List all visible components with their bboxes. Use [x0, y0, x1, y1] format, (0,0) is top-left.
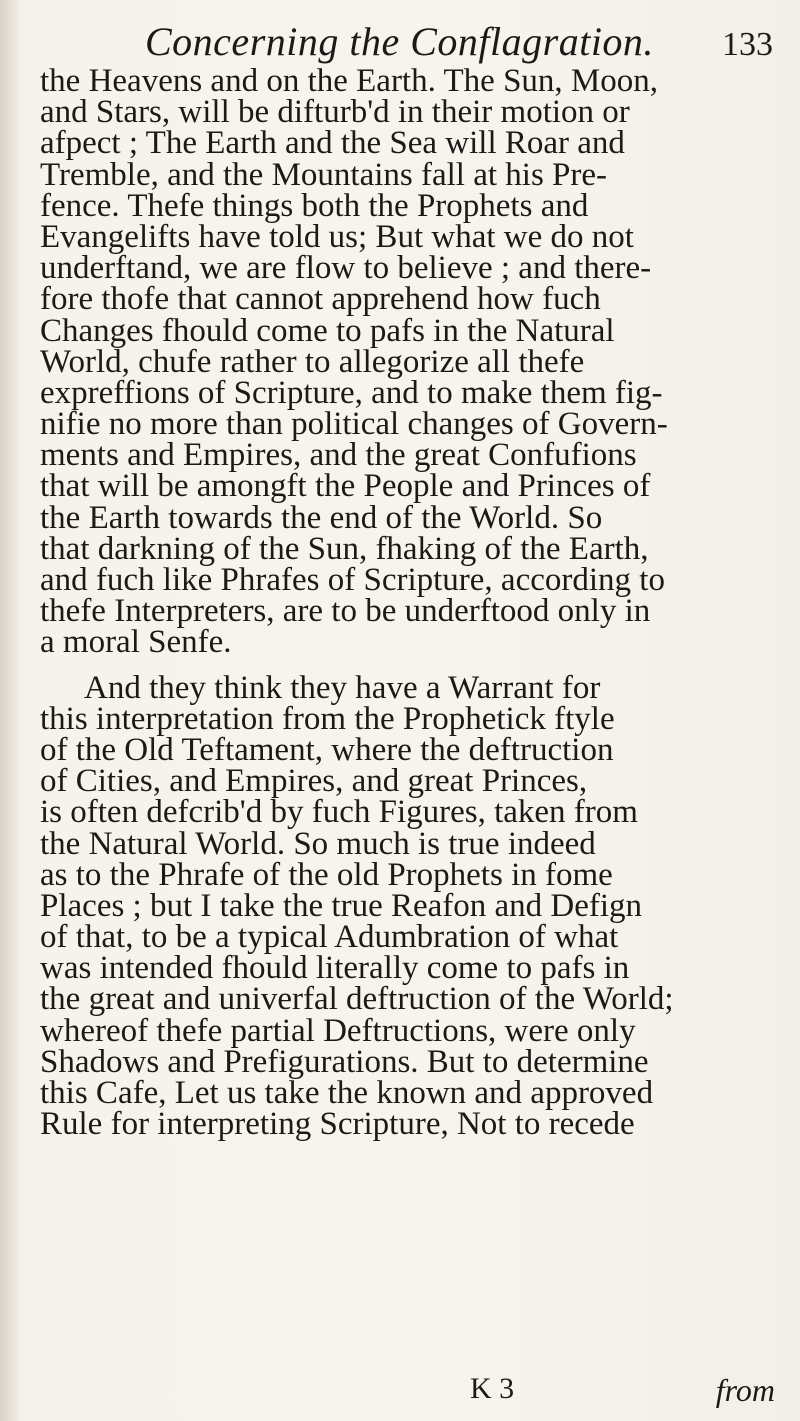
text-line: Shadows and Prefigurations. But to determine [40, 1043, 649, 1080]
page-number: 133 [722, 26, 773, 63]
text-line: and Stars, will be difturb'd in their motion or [40, 94, 630, 131]
text-line: this interpretation from the Prophetick ftyle [40, 700, 615, 737]
text-line: whereof thefe partial Deftructions, were only [40, 1012, 636, 1049]
text-line: fore thofe that cannot apprehend how fuch [40, 281, 601, 318]
text-line: a moral Senfe. [40, 624, 232, 661]
text-line: is often defcrib'd by fuch Figures, taken from [40, 794, 638, 831]
text-line: the great and univerfal deftruction of the World; [40, 981, 674, 1018]
text-line: nifie no more than political changes of Govern- [40, 406, 668, 443]
text-line: of that, to be a typical Adumbration of what [40, 919, 619, 956]
text-line: Places ; but I take the true Reafon and Defign [40, 887, 643, 924]
text-line: of the Old Teftament, where the deftruction [40, 731, 614, 768]
text-line: the Earth towards the end of the World. So [40, 499, 603, 536]
text-line: afpect ; The Earth and the Sea will Roar and [40, 125, 625, 162]
text-line: Tremble, and the Mountains fall at his Pre- [40, 156, 608, 193]
text-line: World, chufe rather to allegorize all thefe [40, 343, 585, 380]
text-line: of Cities, and Empires, and great Princes, [40, 763, 588, 800]
text-line: ments and Empires, and the great Confufions [40, 437, 637, 474]
text-line: the Heavens and on the Earth. The Sun, Moon, [40, 63, 659, 99]
text-line: was intended fhould literally come to pafs in [40, 950, 630, 987]
text-line: thefe Interpreters, are to be underftood only in [40, 593, 651, 630]
page-footer [40, 1372, 785, 1412]
text-line: as to the Phrafe of the old Prophets in fome [40, 856, 613, 893]
text-line: And they think they have a Warrant for [84, 669, 601, 706]
body-text [40, 63, 792, 1143]
page-gutter [0, 0, 18, 1421]
text-line: that will be amongft the People and Princes of [40, 468, 651, 505]
signature-mark: K 3 [470, 1372, 515, 1405]
text-line: this Cafe, Let us take the known and approved [40, 1075, 654, 1111]
text-line: that darkning of the Sun, fhaking of the Earth, [40, 530, 649, 567]
text-line: the Natural World. So much is true indeed [40, 825, 596, 862]
running-head: Concerning the Conflagration. [145, 19, 654, 64]
text-line: Rule for interpreting Scripture, Not to recede [40, 1106, 635, 1143]
text-line: Changes fhould come to pafs in the Natural [40, 312, 615, 349]
text-line: and fuch like Phrafes of Scripture, according to [40, 562, 665, 598]
text-line: expreffions of Scripture, and to make them fig- [40, 374, 663, 411]
catchword: from [715, 1372, 775, 1408]
text-line: Evangelifts have told us; But what we do not [40, 218, 634, 255]
text-line: underftand, we are flow to believe ; and there- [40, 250, 652, 287]
text-line: fence. Thefe things both the Prophets and [40, 187, 589, 224]
